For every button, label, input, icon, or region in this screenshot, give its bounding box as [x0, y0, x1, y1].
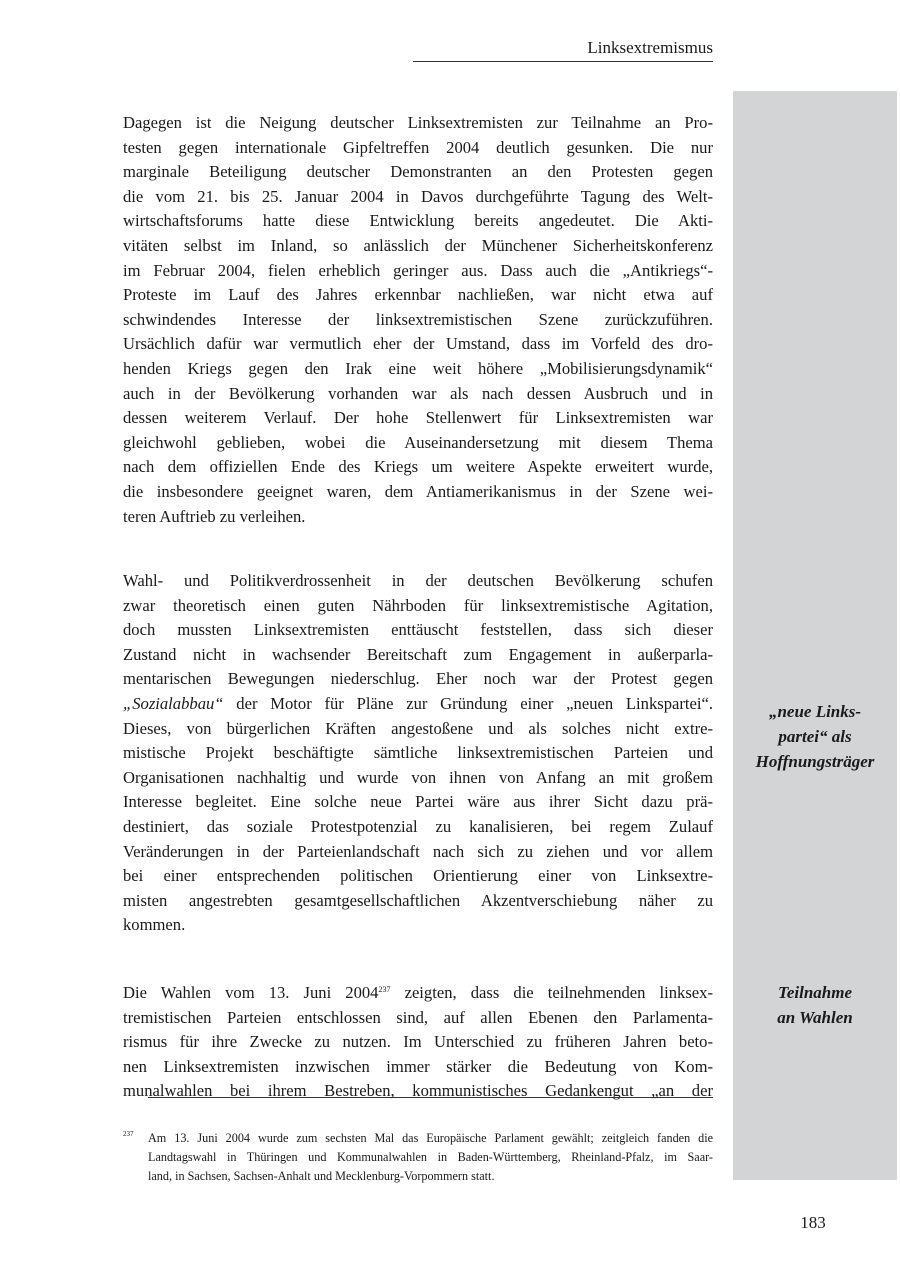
text-line: Zustand nicht in wachsender Bereitschaft zum Engagement in außerparla-: [123, 644, 713, 664]
text-line: destiniert, das soziale Protestpotenzial zu kanalisieren, bei regem Zulauf: [123, 816, 713, 836]
margin-sidebar: [733, 91, 897, 1180]
text-line: testen gegen internationale Gipfeltreffen 2004 deutlich gesunken. Die nur: [123, 137, 713, 157]
text-line: dessen weiterem Verlauf. Der hohe Stellenwert für Linksextremisten war: [123, 408, 713, 428]
text-segment: Die Wahlen vom 13. Juni 2004: [123, 983, 379, 1002]
text-line: [123, 981, 713, 1006]
running-header: Linksextremismus: [413, 38, 713, 62]
caption-line: Teilnahme: [778, 983, 852, 1002]
page-number: 183: [800, 1213, 826, 1232]
text-line: Proteste im Lauf des Jahres erkennbar nachließen, war nicht etwa auf: [123, 285, 713, 305]
paragraph-3: [123, 981, 713, 1104]
text-line: bei einer entsprechenden politischen Orientierung einer von Linksextre-: [123, 866, 713, 886]
text-line: im Februar 2004, fielen erheblich geringer aus. Dass auch die „Antikriegs“-: [123, 260, 713, 280]
caption-line: „neue Links-: [768, 702, 862, 721]
text-line: Organisationen nachhaltig und wurde von ihnen von Anfang an mit großem: [123, 767, 713, 787]
paragraph-2: [123, 569, 713, 938]
text-line: vitäten selbst im Inland, so anlässlich der Münchener Sicherheitskonferenz: [123, 235, 713, 255]
text-line: Am 13. Juni 2004 wurde zum sechsten Mal das Europäische Parlament gewählt; zeitgleich fanden die: [148, 1131, 713, 1145]
text-line: marginale Beteiligung deutscher Demonstranten an den Protesten gegen: [123, 162, 713, 182]
text-segment: zeigten, dass die teilnehmenden linksex-: [390, 983, 713, 1002]
text-line: tremistischen Parteien entschlossen sind, auf allen Ebenen den Parlamenta-: [123, 1007, 713, 1027]
text-line: teren Auftrieb zu verleihen.: [123, 506, 306, 526]
text-line: Wahl- und Politikverdrossenheit in der deutschen Bevölkerung schufen: [123, 571, 713, 590]
text-line: schwindendes Interesse der linksextremistischen Szene zurückzuführen.: [123, 309, 713, 329]
text-line: gleichwohl geblieben, wobei die Auseinandersetzung mit diesem Thema: [123, 432, 713, 452]
caption-line: partei“ als: [778, 727, 852, 746]
text-line: munalwahlen bei ihrem Bestreben, kommunistisches Gedankengut „an der: [123, 1081, 713, 1101]
margin-caption-neue-linkspartei: [733, 699, 897, 774]
text-line: Dieses, von bürgerlichen Kräften angestoßene und als solches nicht extre-: [123, 718, 713, 738]
emphasis-sozialabbau: „Sozialabbau“: [123, 693, 224, 713]
text-line: mentarischen Bewegungen niederschlug. Eher noch war der Protest gegen: [123, 669, 713, 689]
caption-line: an Wahlen: [777, 1008, 853, 1027]
text-line: wirtschaftsforums hatte diese Entwicklung bereits angedeutet. Die Akti-: [123, 211, 713, 231]
text-line: land, in Sachsen, Sachsen-Anhalt und Mecklenburg-Vorpommern statt.: [148, 1169, 495, 1183]
text-line: zwar theoretisch einen guten Nährboden für linksextremistische Agitation,: [123, 595, 713, 615]
text-line: [123, 692, 713, 717]
text-line: henden Kriegs gegen den Irak eine weit höhere „Mobilisierungsdynamik“: [123, 358, 713, 378]
margin-caption-teilnahme-wahlen: [733, 980, 897, 1030]
text-line: doch mussten Linksextremisten enttäuscht feststellen, dass sich dieser: [123, 620, 713, 640]
footnote-reference[interactable]: 237: [378, 985, 391, 994]
footnote-divider: [148, 1097, 713, 1098]
text-line: auch in der Bevölkerung vorhanden war als nach dessen Ausbruch und in: [123, 383, 713, 403]
text-line: Veränderungen in der Parteienlandschaft nach sich zu ziehen und vor allem: [123, 841, 713, 861]
text-segment: der Motor für Pläne zur Gründung einer „neuen Linkspartei“.: [223, 693, 713, 713]
text-line: nach dem offiziellen Ende des Kriegs um weitere Aspekte erweitert wurde,: [123, 457, 713, 477]
text-line: mistische Projekt beschäftigte sämtliche linksextremistischen Parteien und: [123, 743, 713, 763]
text-line: die vom 21. bis 25. Januar 2004 in Davos durchgeführte Tagung des Welt-: [123, 186, 713, 206]
caption-line: Hoffnungsträger: [755, 752, 875, 771]
text-line: rismus für ihre Zwecke zu nutzen. Im Unterschied zu früheren Jahren beto-: [123, 1032, 713, 1052]
text-line: kommen.: [123, 915, 186, 935]
text-line: nen Linksextremisten inzwischen immer stärker die Bedeutung von Kom-: [123, 1056, 713, 1076]
text-line: Landtagswahl in Thüringen und Kommunalwahlen in Baden-Württemberg, Rheinland-Pfalz, im Saar-: [148, 1150, 713, 1164]
text-line: misten angestrebten gesamtgesellschaftlichen Akzentverschiebung näher zu: [123, 890, 713, 910]
text-line: Ursächlich dafür war vermutlich eher der Umstand, dass im Vorfeld des dro-: [123, 334, 713, 354]
footnote-marker: 237: [123, 1130, 134, 1138]
text-line: die insbesondere geeignet waren, dem Antiamerikanismus in der Szene wei-: [123, 481, 713, 501]
paragraph-1: [123, 111, 713, 529]
text-line: Dagegen ist die Neigung deutscher Linksextremisten zur Teilnahme an Pro-: [123, 113, 713, 132]
text-line: Interesse begleitet. Eine solche neue Partei wäre aus ihrer Sicht dazu prä-: [123, 792, 713, 812]
